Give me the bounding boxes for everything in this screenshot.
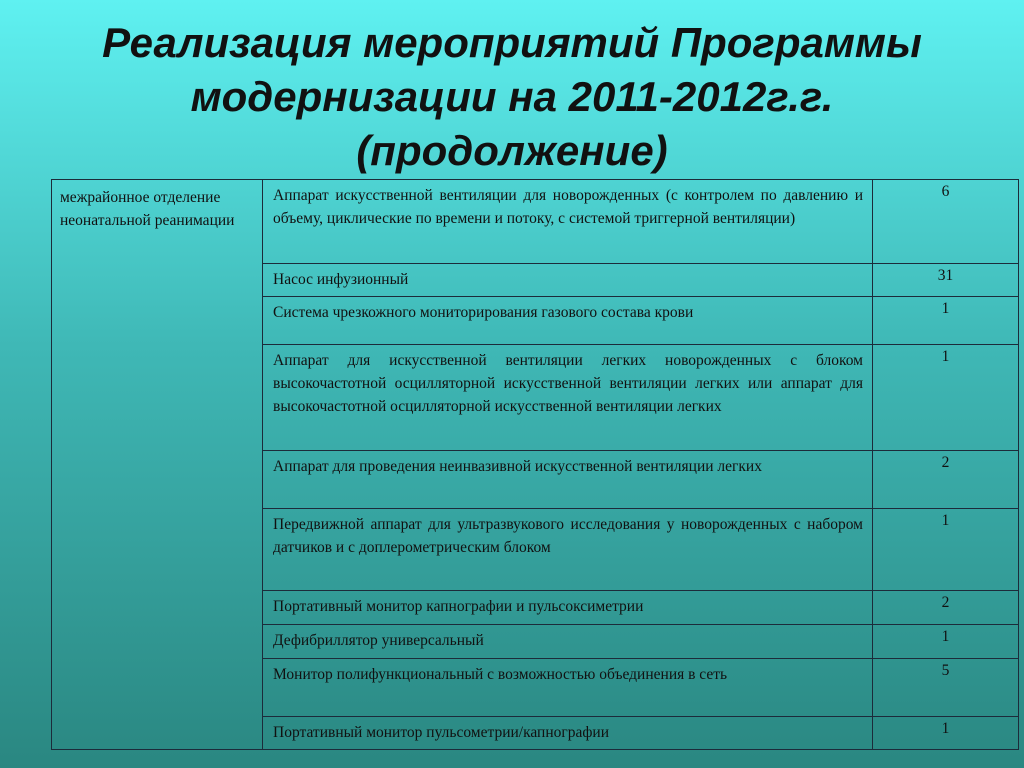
equipment-name-cell: Портативный монитор пульсометрии/капнографии bbox=[263, 717, 873, 750]
equipment-name-cell: Аппарат для проведения неинвазивной искусственной вентиляции легких bbox=[263, 451, 873, 509]
quantity-cell: 1 bbox=[873, 509, 1019, 591]
equipment-name-cell: Аппарат для искусственной вентиляции легких новорожденных с блоком высокочастотной осцилляторной искусственной вентиляции легких или аппарат для высокочастотной осцилляторной искусственной вентиляции легких bbox=[263, 345, 873, 451]
equipment-name-cell: Система чрезкожного мониторирования газового состава крови bbox=[263, 297, 873, 345]
quantity-cell: 6 bbox=[873, 180, 1019, 264]
equipment-name-cell: Монитор полифункциональный с возможностью объединения в сеть bbox=[263, 659, 873, 717]
slide-title bbox=[0, 16, 1024, 178]
equipment-name-cell: Насос инфузионный bbox=[263, 264, 873, 297]
quantity-cell: 1 bbox=[873, 345, 1019, 451]
slide-title-line-1: Реализация мероприятий Программы bbox=[102, 19, 922, 66]
quantity-cell: 5 bbox=[873, 659, 1019, 717]
equipment-name-cell: Дефибриллятор универсальный bbox=[263, 625, 873, 659]
table-row bbox=[52, 180, 1019, 264]
equipment-table bbox=[51, 179, 1019, 750]
slide-title-line-3: (продолжение) bbox=[356, 127, 668, 174]
quantity-cell: 2 bbox=[873, 591, 1019, 625]
quantity-cell: 1 bbox=[873, 297, 1019, 345]
quantity-cell: 31 bbox=[873, 264, 1019, 297]
quantity-cell: 1 bbox=[873, 625, 1019, 659]
department-cell: межрайонное отделение неонатальной реанимации bbox=[52, 180, 263, 750]
equipment-name-cell: Аппарат искусственной вентиляции для новорожденных (с контролем по давлению и объему, циклические по времени и потоку, с системой триггерной вентиляции) bbox=[263, 180, 873, 264]
slide-title-line-2: модернизации на 2011-2012г.г. bbox=[190, 73, 834, 120]
quantity-cell: 1 bbox=[873, 717, 1019, 750]
equipment-name-cell: Передвижной аппарат для ультразвукового исследования у новорожденных с набором датчиков и с доплерометрическим блоком bbox=[263, 509, 873, 591]
equipment-name-cell: Портативный монитор капнографии и пульсоксиметрии bbox=[263, 591, 873, 625]
quantity-cell: 2 bbox=[873, 451, 1019, 509]
